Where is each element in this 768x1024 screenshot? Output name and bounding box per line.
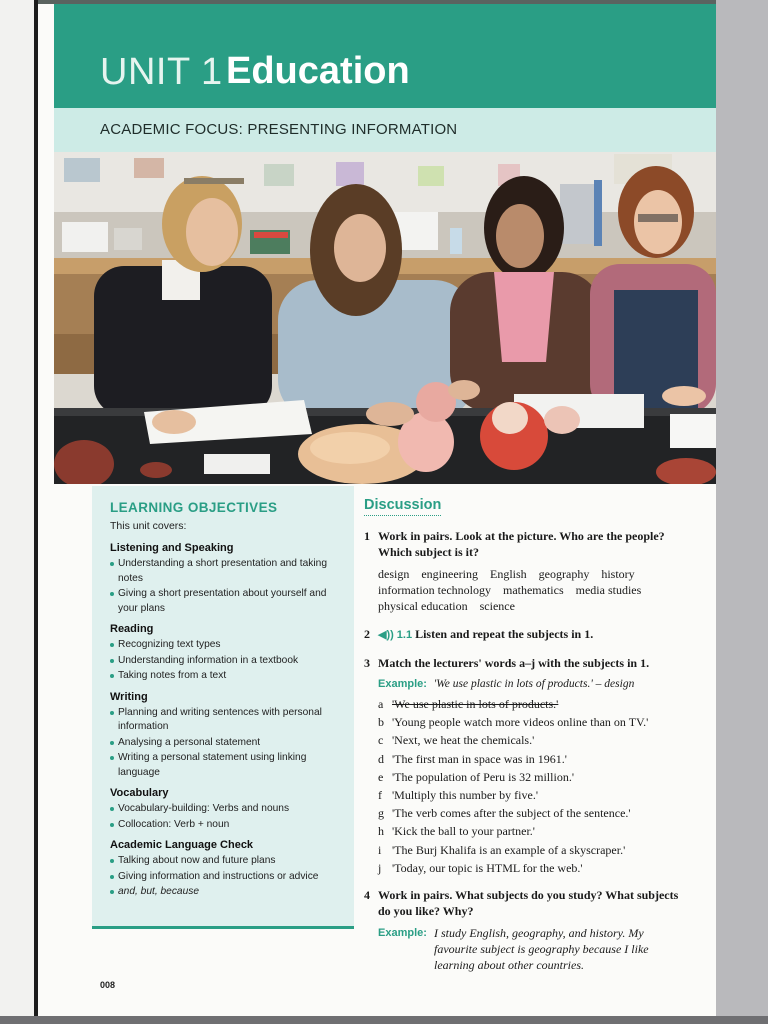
objective-item: Vocabulary-building: Verbs and nouns [110,802,342,817]
unit-banner [54,4,716,108]
quote-item: j 'Today, our topic is HTML for the web.' [378,860,583,875]
subject-word: geography [538,567,590,581]
scan-margin-right [716,0,768,1024]
subject-word: English [490,567,527,581]
question-1 [364,528,684,560]
question-text: Listen and repeat the subjects in 1. [415,627,594,641]
quote-item: d 'The first man in space was in 1961.' [378,751,567,766]
objective-item: Understanding information in a textbook [110,654,342,669]
objectives-section [110,839,342,900]
objective-item: Giving information and instructions or advice [110,870,342,885]
discussion-title: Discussion [364,497,441,516]
unit-number: UNIT 1 [100,51,223,93]
question-number: 4 [364,888,370,903]
scan-margin-bottom [0,1016,768,1024]
audio-icon[interactable]: ◀)) [378,629,394,641]
section-heading: Listening and Speaking [110,542,234,554]
classroom-photo-illustration [54,152,716,484]
question-2 [364,626,684,643]
subject-word: design [378,567,410,581]
audio-track-number: 1.1 [396,629,413,641]
objective-item: Understanding a short presentation and taking notes [110,557,342,586]
objective-item: and, but, because [110,885,342,900]
subject-word: history [601,567,635,581]
subject-list [364,566,684,614]
question-number: 2 [364,627,370,641]
quote-item: a 'We use plastic in lots of products.' [378,697,559,711]
objective-item: Planning and writing sentences with personal information [110,706,342,735]
section-heading: Academic Language Check [110,839,254,851]
question-text: Work in pairs. Look at the picture. Who are the people? Which subject is it? [378,529,665,559]
objective-item: Talking about now and future plans [110,854,342,869]
page-number: 008 [100,980,116,990]
question-3-example [364,677,684,692]
scan-margin-left [0,0,34,1024]
objective-item: Collocation: Verb + noun [110,818,342,833]
example-label: Example: [378,927,427,940]
section-heading: Vocabulary [110,787,169,799]
quote-item: h 'Kick the ball to your partner.' [378,824,535,839]
objectives-title: LEARNING OBJECTIVES [110,500,278,515]
objective-item: Giving a short presentation about yourself and your plans [110,587,342,616]
quote-item: i 'The Burj Khalifa is an example of a skyscraper.' [378,842,626,857]
objectives-section [110,542,342,616]
subject-word: engineering [421,567,478,581]
objectives-section [110,691,342,781]
objective-item: Writing a personal statement using linking language [110,751,342,780]
quote-item: c 'Next, we heat the chemicals.' [378,733,535,748]
subject-word: physical education [378,599,468,613]
question-3 [364,655,684,671]
subject-word: mathematics [502,583,564,597]
lecturer-quotes-list [364,695,684,877]
question-number: 3 [364,656,370,670]
objectives-section [110,623,342,684]
subject-word: media studies [575,583,642,597]
quote-item: g 'The verb comes after the subject of the sentence.' [378,806,631,821]
example-text: I study English, geography, and history. My favourite subject is geography because I like learning about other countries. [434,926,649,973]
objective-item: Taking notes from a text [110,669,342,684]
question-4 [364,887,684,919]
example-text: 'We use plastic in lots of products.' – design [433,678,635,690]
objective-item: Analysing a personal statement [110,736,342,751]
section-heading: Writing [110,690,148,703]
subject-word: science [479,599,515,613]
classroom-photo [54,152,716,484]
textbook-page [38,0,716,1016]
section-heading: Reading [110,623,154,635]
discussion-section [364,496,684,973]
learning-objectives-box [92,486,354,929]
subject-word: information technology [378,583,491,597]
quote-item: e 'The population of Peru is 32 million.' [378,769,574,784]
objectives-section [110,787,342,832]
question-4-example [364,925,684,973]
objective-item: Recognizing text types [110,638,342,653]
quote-item: b 'Young people watch more videos online than on TV.' [378,715,649,730]
question-text: Work in pairs. What subjects do you study? What subjects do you like? Why? [378,888,679,919]
quote-item: f 'Multiply this number by five.' [378,788,538,803]
question-number: 1 [364,529,370,543]
question-text: Match the lecturers' words a–j with the subjects in 1. [378,656,650,670]
academic-focus-bar [54,108,716,152]
objectives-intro: This unit covers: [110,520,187,532]
example-label: Example: [378,678,427,690]
academic-focus-label: ACADEMIC FOCUS: PRESENTING INFORMATION [100,121,458,138]
unit-title: Education [226,50,410,92]
